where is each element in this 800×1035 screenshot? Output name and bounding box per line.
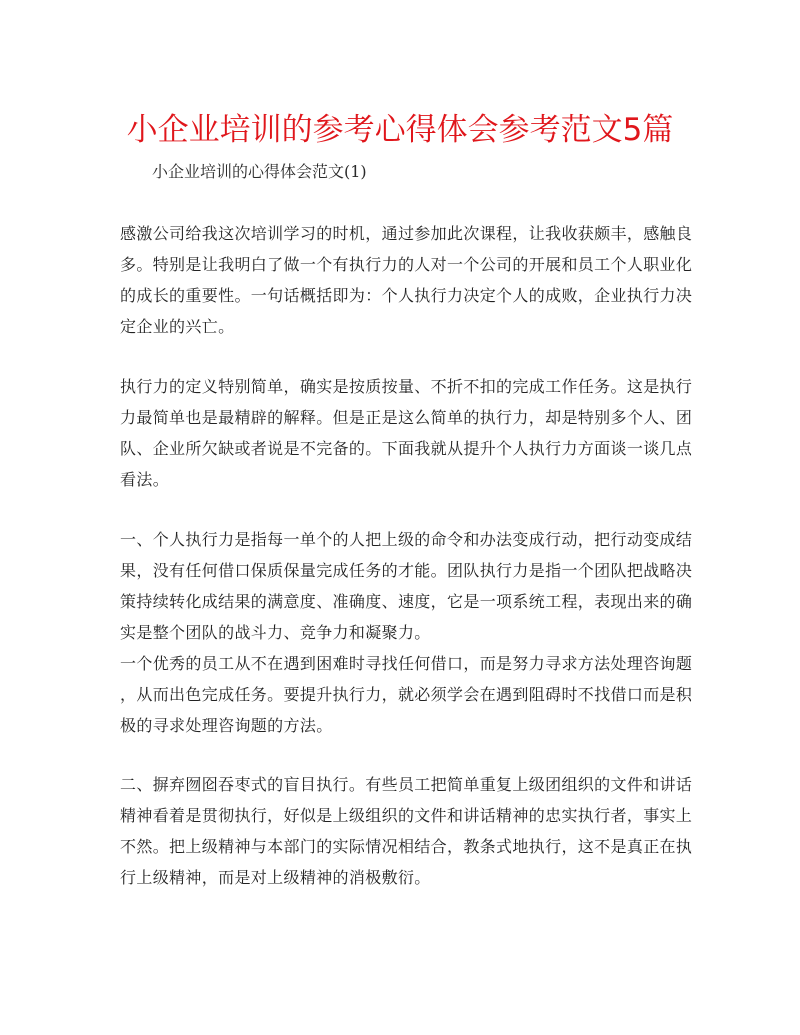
paragraph-line: 一个优秀的员工从不在遇到困难时寻找任何借口，而是努力寻求方法处理咨询题	[120, 654, 693, 673]
paragraph-1	[120, 218, 693, 342]
paragraph-line: 策持续转化成结果的满意度、准确度、速度，它是一项系统工程，表现出来的确	[120, 592, 693, 611]
paragraph-3	[120, 524, 693, 741]
paragraph-line: 不然。把上级精神与本部门的实际情况相结合，教条式地执行，这不是真正在执	[120, 837, 693, 856]
paragraph-line: 二、摒弃囫囵吞枣式的盲目执行。有些员工把简单重复上级团组织的文件和讲话	[120, 775, 693, 794]
paragraph-line: 实是整个团队的战斗力、竞争力和凝聚力。	[120, 623, 431, 642]
paragraph-line: 的成长的重要性。一句话概括即为：个人执行力决定个人的成败，企业执行力决	[120, 286, 693, 305]
paragraph-line: 极的寻求处理咨询题的方法。	[120, 716, 333, 735]
paragraph-2	[120, 371, 693, 495]
paragraph-line: ，从而出色完成任务。要提升执行力，就必须学会在遇到阻碍时不找借口而是积	[120, 685, 693, 704]
paragraph-line: 定企业的兴亡。	[120, 317, 235, 336]
paragraph-line: 队、企业所欠缺或者说是不完备的。下面我就从提升个人执行力方面谈一谈几点	[120, 439, 693, 458]
paragraph-line: 果，没有任何借口保质保量完成任务的才能。团队执行力是指一个团队把战略决	[120, 561, 693, 580]
paragraph-line: 感激公司给我这次培训学习的时机，通过参加此次课程，让我收获颇丰，感触良	[120, 224, 693, 243]
paragraph-4	[120, 769, 693, 893]
paragraph-line: 精神看着是贯彻执行，好似是上级组织的文件和讲话精神的忠实执行者，事实上	[120, 806, 693, 825]
paragraph-line: 看法。	[120, 470, 170, 489]
paragraph-line: 一、个人执行力是指每一单个的人把上级的命令和办法变成行动，把行动变成结	[120, 530, 693, 549]
paragraph-line: 力最简单也是最精辟的解释。但是正是这么简单的执行力，却是特别多个人、团	[120, 408, 693, 427]
paragraph-line: 执行力的定义特别简单，确实是按质按量、不折不扣的完成工作任务。这是执行	[120, 377, 693, 396]
document-subtitle: 小企业培训的心得体会范文(1)	[152, 162, 367, 181]
paragraph-line: 行上级精神，而是对上级精神的消极敷衍。	[120, 868, 431, 887]
document-title: 小企业培训的参考心得体会参考范文5篇	[126, 112, 674, 148]
paragraph-line: 多。特别是让我明白了做一个有执行力的人对一个公司的开展和员工个人职业化	[120, 255, 693, 274]
